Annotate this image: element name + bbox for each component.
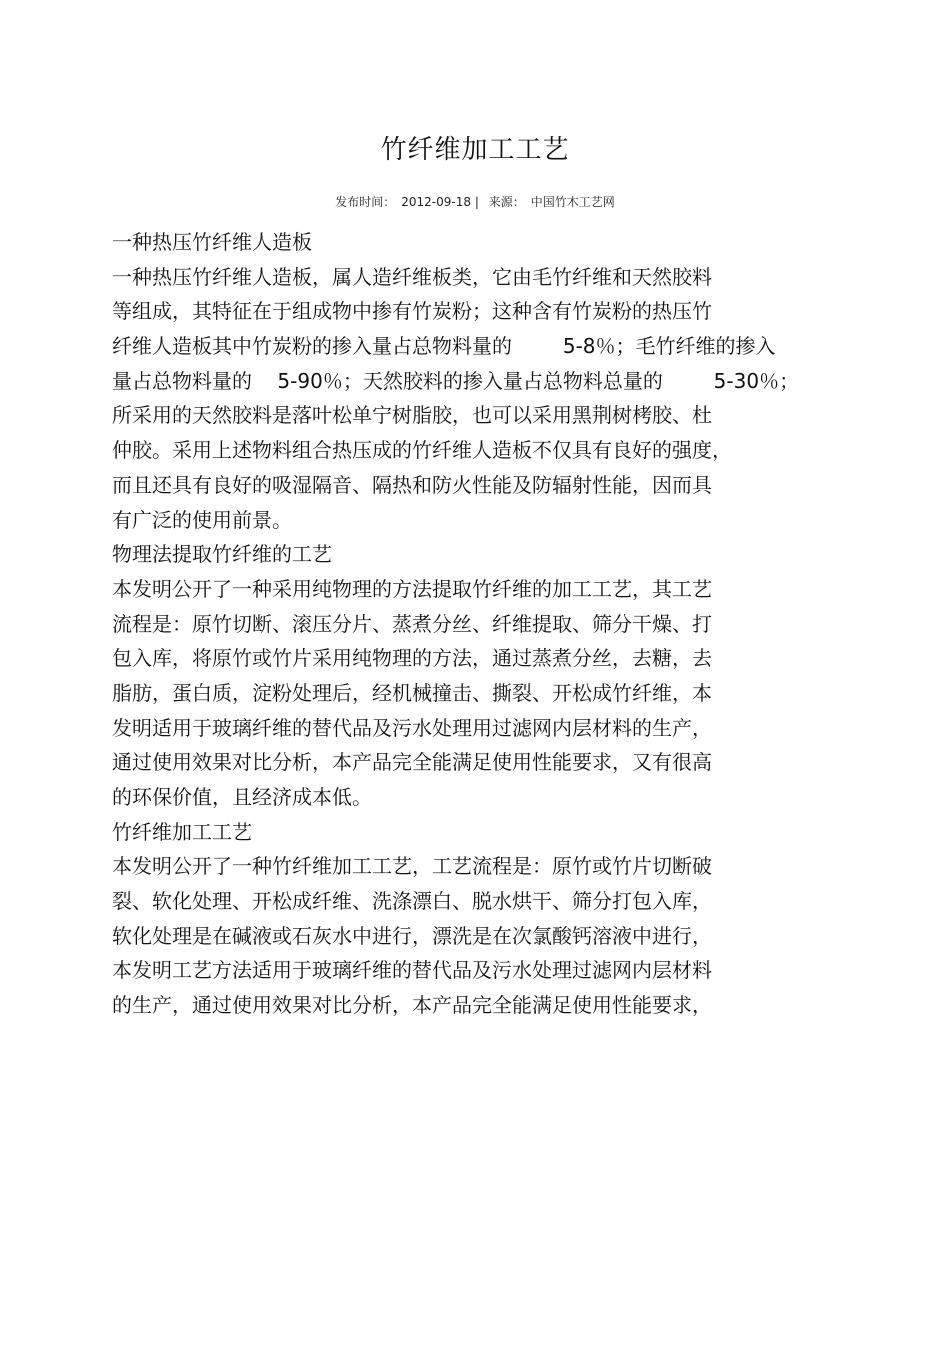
text-line: 所采用的天然胶料是落叶松单宁树脂胶，也可以采用黑荆树栲胶、杜 bbox=[112, 403, 712, 428]
publish-date: 2012-09-18 | bbox=[401, 195, 479, 209]
text-line: 有广泛的使用前景。 bbox=[112, 507, 292, 532]
text-line: 而且还具有良好的吸湿隔音、隔热和防火性能及防辐射性能，因而具 bbox=[112, 472, 712, 497]
article-meta bbox=[0, 192, 950, 212]
text-line: 的环保价值，且经济成本低。 bbox=[112, 785, 372, 809]
section-heading: 一种热压竹纤维人造板 bbox=[112, 230, 312, 254]
article-body bbox=[112, 225, 842, 1023]
text-line: 流程是：原竹切断、滚压分片、蒸煮分丝、纤维提取、筛分干燥、打 bbox=[112, 611, 712, 636]
text-line: 的生产，通过使用效果对比分析，本产品完全能满足使用性能要求， bbox=[112, 993, 712, 1018]
source-name: 中国竹木工艺网 bbox=[530, 195, 615, 209]
text-line: 裂、软化处理、开松成纤维、洗涤漂白、脱水烘干、筛分打包入库， bbox=[112, 889, 712, 914]
text-line: 发明适用于玻璃纤维的替代品及污水处理用过滤网内层材料的生产， bbox=[112, 715, 712, 740]
section-heading: 物理法提取竹纤维的工艺 bbox=[112, 542, 332, 567]
text-line: 包入库，将原竹或竹片采用纯物理的方法，通过蒸煮分丝，去糖，去 bbox=[112, 646, 712, 671]
text-line: 脂肪，蛋白质，淀粉处理后，经机械撞击、撕裂、开松成竹纤维，本 bbox=[112, 680, 712, 705]
text-line: 等组成，其特征在于组成物中掺有竹炭粉；这种含有竹炭粉的热压竹 bbox=[112, 299, 712, 324]
text-line: 本发明公开了一种竹纤维加工工艺，工艺流程是：原竹或竹片切断破 bbox=[112, 854, 712, 879]
text-line: 纤维人造板其中竹炭粉的掺入量占总物料量的 5-8％；毛竹纤维的掺入 bbox=[112, 334, 776, 359]
text-line: 本发明工艺方法适用于玻璃纤维的替代品及污水处理过滤网内层材料 bbox=[112, 958, 712, 983]
section-heading: 竹纤维加工工艺 bbox=[112, 819, 252, 844]
publish-date-label: 发布时间： bbox=[335, 195, 396, 209]
text-line: 软化处理是在碱液或石灰水中进行，漂洗是在次氯酸钙溶液中进行， bbox=[112, 923, 712, 948]
source-label: 来源： bbox=[488, 195, 525, 209]
page-title: 竹纤维加工工艺 bbox=[380, 135, 570, 165]
text-line: 一种热压竹纤维人造板，属人造纤维板类，它由毛竹纤维和天然胶料 bbox=[112, 264, 712, 289]
text-line: 仲胶。采用上述物料组合热压成的竹纤维人造板不仅具有良好的强度， bbox=[112, 438, 732, 463]
text-line: 本发明公开了一种采用纯物理的方法提取竹纤维的加工工艺，其工艺 bbox=[112, 576, 712, 601]
text-line: 通过使用效果对比分析，本产品完全能满足使用性能要求，又有很高 bbox=[112, 750, 712, 775]
text-line: 量占总物料量的 5-90％；天然胶料的掺入量占总物料总量的 5-30％； bbox=[112, 368, 800, 393]
